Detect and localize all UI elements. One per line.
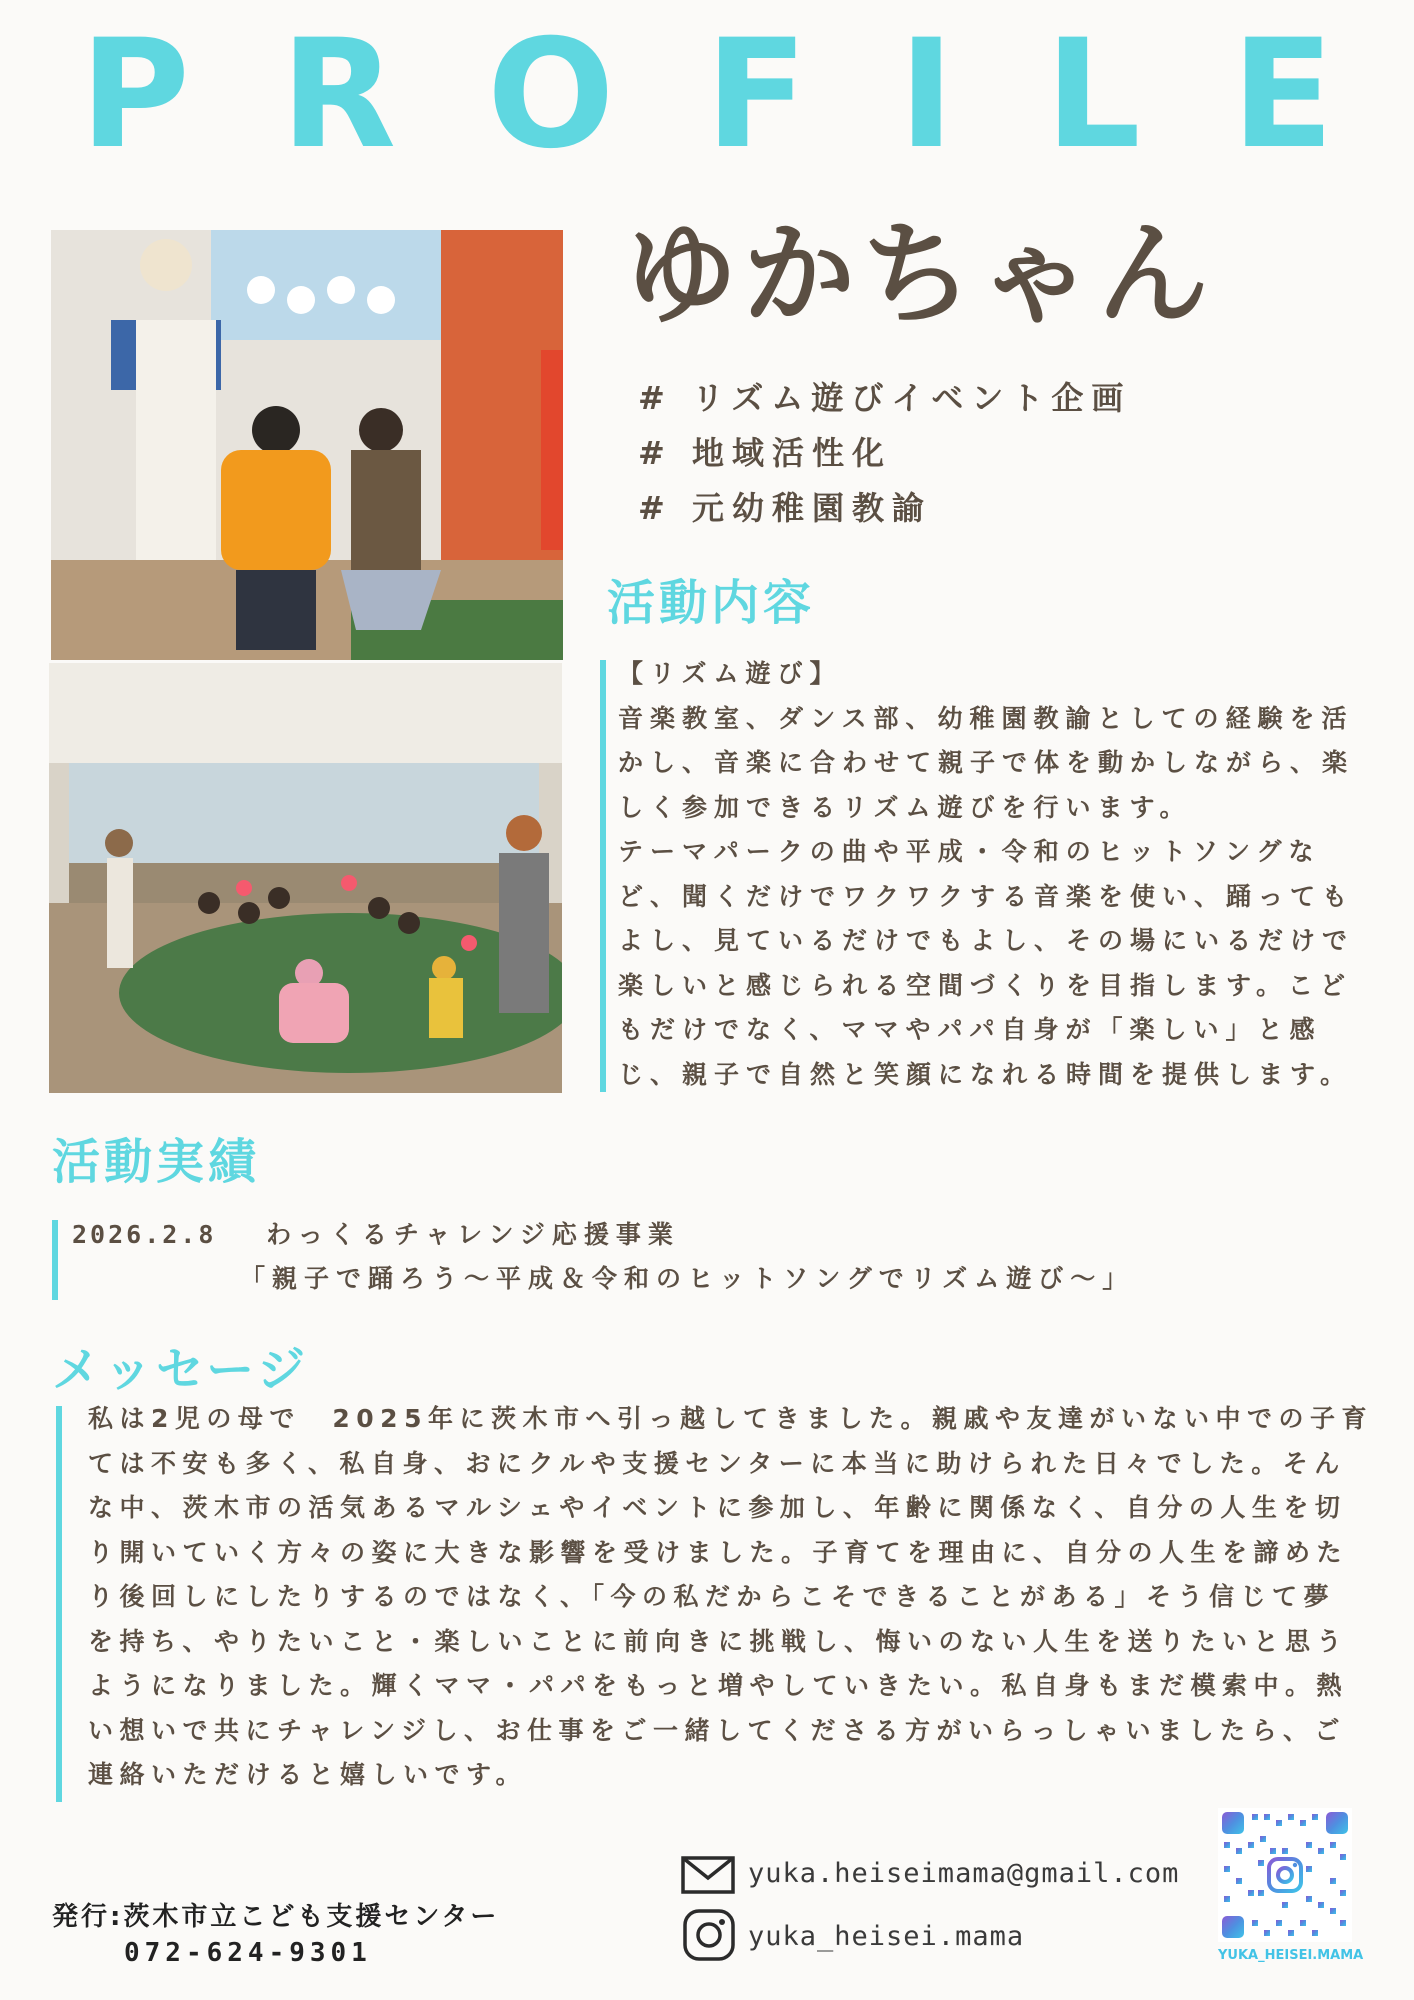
activity-line: しく参加できるリズム遊びを行います。: [618, 792, 1192, 822]
title-letter: O: [487, 8, 615, 182]
mail-icon: [680, 1855, 736, 1899]
message-line: を持ち、やりたいこと・楽しいことに前向きに挑戦し、悔いのない人生を送りたいと思う: [88, 1626, 1349, 1656]
activity-subheading: 【リズム遊び】: [618, 659, 842, 688]
message-line: り後回しにしたりするのではなく、「今の私だからこそできることがある」そう信じて夢: [88, 1582, 1336, 1611]
title-letter: F: [705, 8, 808, 182]
achievements-body: [72, 1213, 1134, 1301]
instagram-handle[interactable]: yuka_heisei.mama: [748, 1921, 1025, 1952]
activity-photo-bottom: [49, 663, 562, 1093]
activity-line: ど、聞くだけでワクワクする音楽を使い、踊っても: [618, 881, 1355, 911]
profile-title: [0, 8, 1414, 182]
message-line: 私は2児の母で 2025年に茨木市へ引っ越してきました。親戚や友達がいない中での子育: [88, 1404, 1373, 1433]
message-body: [88, 1397, 1373, 1798]
activity-heading: 活動内容: [607, 575, 816, 631]
achievements-heading: 活動実績: [52, 1134, 261, 1190]
message-line: ては不安も多く、私自身、おにクルや支援センターに本当に助けられた日々でした。そん: [88, 1448, 1346, 1478]
achievement-title: わっくるチャレンジ応援事業: [266, 1220, 680, 1249]
tag-rhythm-play: # リズム遊びイベント企画: [638, 379, 1132, 417]
message-heading: メッセージ: [52, 1342, 310, 1398]
title-letter: I: [898, 8, 955, 182]
message-line: な中、茨木市の活気あるマルシェやイベントに参加し、年齢に関係なく、自分の人生を切: [88, 1493, 1347, 1522]
tag-former-teacher: # 元幼稚園教諭: [638, 489, 932, 527]
activity-photo-top: [51, 230, 563, 660]
title-letter: E: [1231, 8, 1334, 182]
qr-code[interactable]: [1218, 1808, 1352, 1942]
message-bar: [56, 1406, 62, 1802]
message-line: い想いで共にチャレンジし、お仕事をご一緒してくださる方がいらっしゃいましたら、ご: [88, 1715, 1347, 1745]
publisher-name: 発行:茨木市立こども支援センター: [52, 1902, 500, 1932]
activity-body: [618, 652, 1354, 1097]
achievement-subtitle: 「親子で踊ろう～平成＆令和のヒットソングでリズム遊び～」: [240, 1264, 1135, 1293]
activity-line: じ、親子で自然と笑顔になれる時間を提供します。: [618, 1059, 1353, 1089]
achievement-date: 2026.2.8: [72, 1220, 217, 1249]
email-link[interactable]: yuka.heiseimama@gmail.com: [748, 1858, 1180, 1889]
profile-name: ゆかちゃん: [625, 210, 1215, 340]
activity-line: 楽しいと感じられる空間づくりを目指します。こど: [618, 970, 1353, 1000]
activity-line: もだけでなく、ママやパパ自身が「楽しい」と感: [618, 1015, 1322, 1044]
message-line: ようになりました。輝くママ・パパをもっと増やしていきたい。私自身もまだ模索中。熱: [88, 1671, 1349, 1700]
instagram-icon: [682, 1908, 736, 1966]
publisher-phone[interactable]: 072-624-9301: [124, 1938, 372, 1968]
message-line: り開いていく方々の姿に大きな影響を受けました。子育てを理由に、自分の人生を諦めた: [88, 1537, 1349, 1567]
activity-line: かし、音楽に合わせて親子で体を動かしながら、楽: [618, 748, 1355, 777]
message-line: 連絡いただけると嬉しいです。: [88, 1760, 528, 1789]
activity-line: よし、見ているだけでもよし、その場にいるだけで: [618, 926, 1355, 955]
activity-bar: [600, 660, 606, 1092]
tag-community: # 地域活性化: [638, 434, 892, 472]
title-letter: P: [80, 8, 190, 182]
activity-line: 音楽教室、ダンス部、幼稚園教諭としての経験を活: [618, 703, 1354, 733]
title-letter: R: [280, 8, 397, 182]
title-letter: L: [1045, 8, 1141, 182]
qr-caption: YUKA_HEISEI.MAMA: [1218, 1948, 1364, 1963]
achievements-bar: [52, 1220, 58, 1300]
activity-line: テーマパークの曲や平成・令和のヒットソングな: [618, 837, 1321, 866]
